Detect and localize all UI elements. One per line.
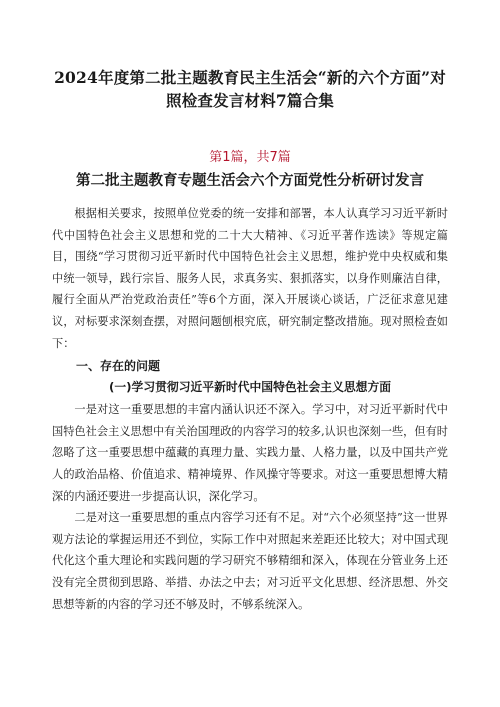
intro-paragraph: 根据相关要求，按照单位党委的统一安排和部署，本人认真学习习近平新时代中国特色社会主义思想和党的二十大大精神、《习近平著作选读》等规定篇目，围绕“学习贯彻习近平新时代中国特色社会主义思想，维护党中央权威和集中统一领导，践行宗旨、服务人民，求真务实、狠抓落实，以身作则廉洁自律，履行全面从严治党政治责任”等6个方面，深入开展谈心谈话，广泛征求意见建议，对标要求深刻查摆，对照问题刨根究底，研究制定整改措施。现对照检查如下： [52,207,448,350]
section-heading: 一、存在的问题 [76,359,161,374]
part-indicator: 第1篇，共7篇 [209,150,291,165]
document-title [52,66,448,112]
subsection-heading: (一)学习贯彻习近平新时代中国特色社会主义思想方面 [108,380,392,395]
body-paragraph-2: 二是对这一重要思想的重点内容学习还有不足。对“六个必须坚持”这一世界观方法论的掌握运用还不到位，实际工作中对照起来差距还比较大；对中国式现代化这个重大理论和实践问题的学习研究不够精细和深入，体现在分管业务上还没有完全贯彻到思路、举措、办法之中去；对习近平文化思想、经济思想、外交思想等新的内容的学习还不够及时，不够系统深入。 [52,511,448,611]
document-title-line-2: 照检查发言材料7篇合集 [166,91,334,110]
document-title-line-1: 2024年度第二批主题教育民主生活会“新的六个方面”对 [54,68,446,87]
article-title: 第二批主题教育专题生活会六个方面党性分析研讨发言 [76,173,424,189]
body-paragraph-1: 一是对这一重要思想的丰富内涵认识还不深入。学习中，对习近平新时代中国特色社会主义思想中有关治国理政的内容学习的较多,认识也深刻一些，但有时忽略了这一重要思想中蕴藏的真理力量、实践力量、人格力量，以及中国共产党人的政治品格、价值追求、精神境界、作风操守等要求。对这一重要思想博大精深的内涵还要进一步提高认识，深化学习。 [52,403,448,503]
